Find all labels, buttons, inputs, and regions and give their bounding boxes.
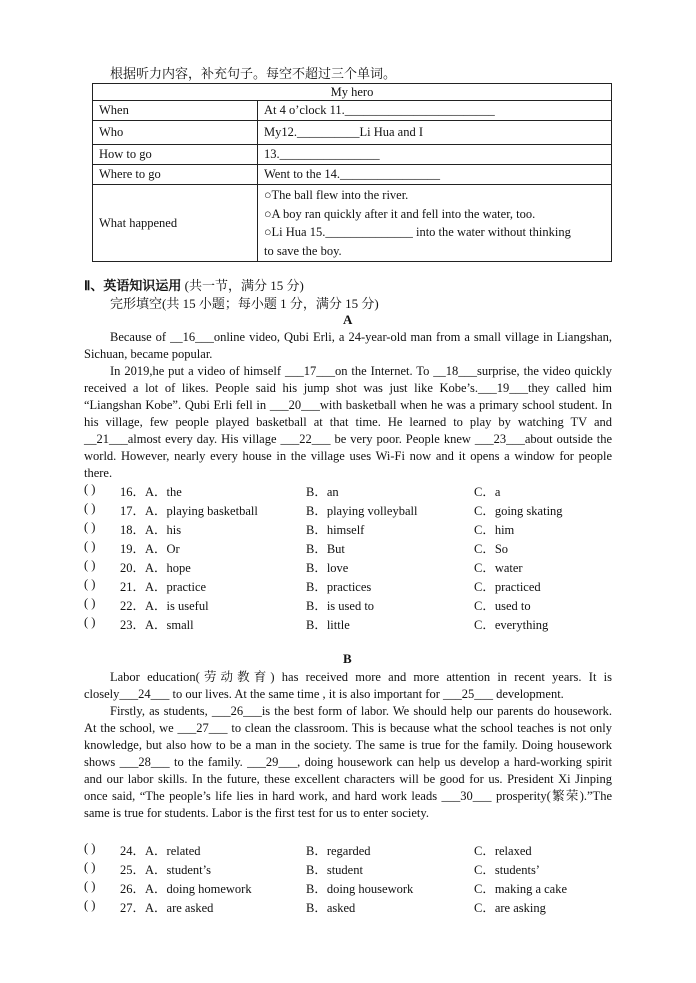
question-row xyxy=(84,596,612,614)
row-label: When xyxy=(93,101,258,121)
option-b: B．is used to xyxy=(306,599,375,613)
paragraph-text: In 2019,he put a video of himself ___17___on the Internet. To __18___surprise, the video quickly received a lot of likes. People said his jump shot was just like Kobe’s.___19___they called him “Liangshan Kobe”. Qubi Erli fell in ___20___with basketball when he was a primary school student. In his village, few people played basketball at that time. He learned to play by watching TV and __21___almost every day. His village ___22___ be very poor. People knew ___23___about outside the world. However, nearly every house in the village uses Wi-Fi now and it opens a window for people there. xyxy=(84,364,612,480)
option-a: 24．A．related xyxy=(120,844,201,858)
option-b: B．love xyxy=(306,561,349,575)
option-c: C．are asking xyxy=(474,901,546,915)
option-a: 27．A．are asked xyxy=(120,901,214,915)
option-a: 17．A．playing basketball xyxy=(120,504,258,518)
table-row xyxy=(93,185,612,262)
option-c: C．him xyxy=(474,523,515,537)
option-a: 18．A．his xyxy=(120,523,182,537)
answer-paren[interactable]: ( ) xyxy=(84,558,96,572)
table-row xyxy=(93,145,612,165)
table-title: My hero xyxy=(93,84,612,101)
section-subheading: 完形填空(共 15 小题；每小题 1 分，满分 15 分) xyxy=(110,296,379,311)
passage-a-paragraph xyxy=(84,329,612,363)
option-b: B．practices xyxy=(306,580,372,594)
paragraph-text: Labor education(劳动教育) has received more and more attention in recent years. It is closely___24___ to our lives. At the same time , it is also important for ___25___ development. xyxy=(84,670,612,701)
table-row xyxy=(93,165,612,185)
event-line: to save the boy. xyxy=(264,243,342,258)
table-row xyxy=(93,121,612,145)
option-b: B．doing housework xyxy=(306,882,414,896)
answer-paren[interactable]: ( ) xyxy=(84,539,96,553)
row-label: Where to go xyxy=(93,165,258,185)
paragraph-text: Because of __16___online video, Qubi Erli, a 24-year-old man from a small village in Liangshan, Sichuan, became popular. xyxy=(84,330,612,361)
row-label: Who xyxy=(93,121,258,145)
passage-b-paragraph xyxy=(84,669,612,703)
option-b: B．student xyxy=(306,863,363,877)
answer-paren[interactable]: ( ) xyxy=(84,501,96,515)
row-value-multiline xyxy=(258,185,612,262)
passage-b-title: B xyxy=(343,651,352,666)
passage-a-title: A xyxy=(343,312,353,327)
section-heading xyxy=(84,275,304,294)
event-line: ○The ball flew into the river. xyxy=(264,188,409,202)
row-value: At 4 o’clock 11.________________________ xyxy=(258,101,612,121)
event-line: ○A boy ran quickly after it and fell into the water, too. xyxy=(264,206,536,221)
option-b: B．playing volleyball xyxy=(306,504,418,518)
option-b: B．But xyxy=(306,542,345,556)
option-c: C．a xyxy=(474,485,501,499)
table-title-row xyxy=(93,84,612,101)
option-b: B．regarded xyxy=(306,844,371,858)
answer-paren[interactable]: ( ) xyxy=(84,596,96,610)
question-row xyxy=(84,501,612,519)
event-line: ○Li Hua 15.______________ into the water without thinking xyxy=(264,225,571,239)
option-c: C．water xyxy=(474,561,523,575)
answer-paren[interactable]: ( ) xyxy=(84,615,96,629)
option-a: 19．A．Or xyxy=(120,542,180,556)
table-row xyxy=(93,101,612,121)
answer-paren[interactable]: ( ) xyxy=(84,577,96,591)
option-c: C．going skating xyxy=(474,504,563,518)
option-b: B．an xyxy=(306,485,339,499)
row-value: 13.________________ xyxy=(258,145,612,165)
row-value: My12.__________Li Hua and I xyxy=(258,121,612,145)
listening-instruction: 根据听力内容，补充句子。每空不超过三个单词。 xyxy=(110,66,397,81)
answer-paren[interactable]: ( ) xyxy=(84,898,96,912)
section-heading-rest: (共一节，满分 15 分) xyxy=(181,278,304,293)
question-row xyxy=(84,615,612,633)
row-label: What happened xyxy=(93,185,258,262)
option-c: C．relaxed xyxy=(474,844,532,858)
passage-b-paragraph xyxy=(84,703,612,822)
option-b: B．himself xyxy=(306,523,365,537)
paragraph-text: Firstly, as students, ___26___is the best form of labor. We should help our parents do housework. At the school, we ___27___ to clean the classroom. This is because what the school teaches is not only knowledge, but also how to be a man in the society. The same is true for the family. Doing housework shows ___28___ to the family. ___29___, doing housework can help us develop a hard-working spirit and our labor skills. In the future, these excellent characters will be good for us. President Xi Jinping once said, “The people’s life lies in hard work, and hard work leads ___30___ prosperity(繁荣).”The same is true for students. Labor is the first test for us to enter society. xyxy=(84,704,612,820)
answer-paren[interactable]: ( ) xyxy=(84,860,96,874)
option-c: C．making a cake xyxy=(474,882,568,896)
option-a: 25．A．student’s xyxy=(120,863,211,877)
option-a: 16．A．the xyxy=(120,485,182,499)
section-heading-bold: Ⅱ、英语知识运用 xyxy=(84,278,182,293)
option-a: 26．A．doing homework xyxy=(120,882,252,896)
question-row xyxy=(84,860,612,878)
question-row xyxy=(84,879,612,897)
question-row xyxy=(84,841,612,859)
answer-paren[interactable]: ( ) xyxy=(84,520,96,534)
question-row xyxy=(84,577,612,595)
question-row xyxy=(84,539,612,557)
row-value: Went to the 14.________________ xyxy=(258,165,612,185)
question-row xyxy=(84,558,612,576)
option-a: 21．A．practice xyxy=(120,580,207,594)
option-c: C．everything xyxy=(474,618,549,632)
answer-paren[interactable]: ( ) xyxy=(84,841,96,855)
option-a: 22．A．is useful xyxy=(120,599,209,613)
answer-paren[interactable]: ( ) xyxy=(84,482,96,496)
option-b: B．little xyxy=(306,618,350,632)
my-hero-table xyxy=(92,83,612,262)
answer-paren[interactable]: ( ) xyxy=(84,879,96,893)
option-c: C．So xyxy=(474,542,509,556)
option-b: B．asked xyxy=(306,901,356,915)
question-row xyxy=(84,520,612,538)
option-c: C．used to xyxy=(474,599,531,613)
option-c: C．practiced xyxy=(474,580,541,594)
option-a: 23．A．small xyxy=(120,618,194,632)
question-row xyxy=(84,898,612,916)
row-label: How to go xyxy=(93,145,258,165)
option-c: C．students’ xyxy=(474,863,540,877)
question-row xyxy=(84,482,612,500)
option-a: 20．A．hope xyxy=(120,561,191,575)
passage-a-paragraph xyxy=(84,363,612,482)
